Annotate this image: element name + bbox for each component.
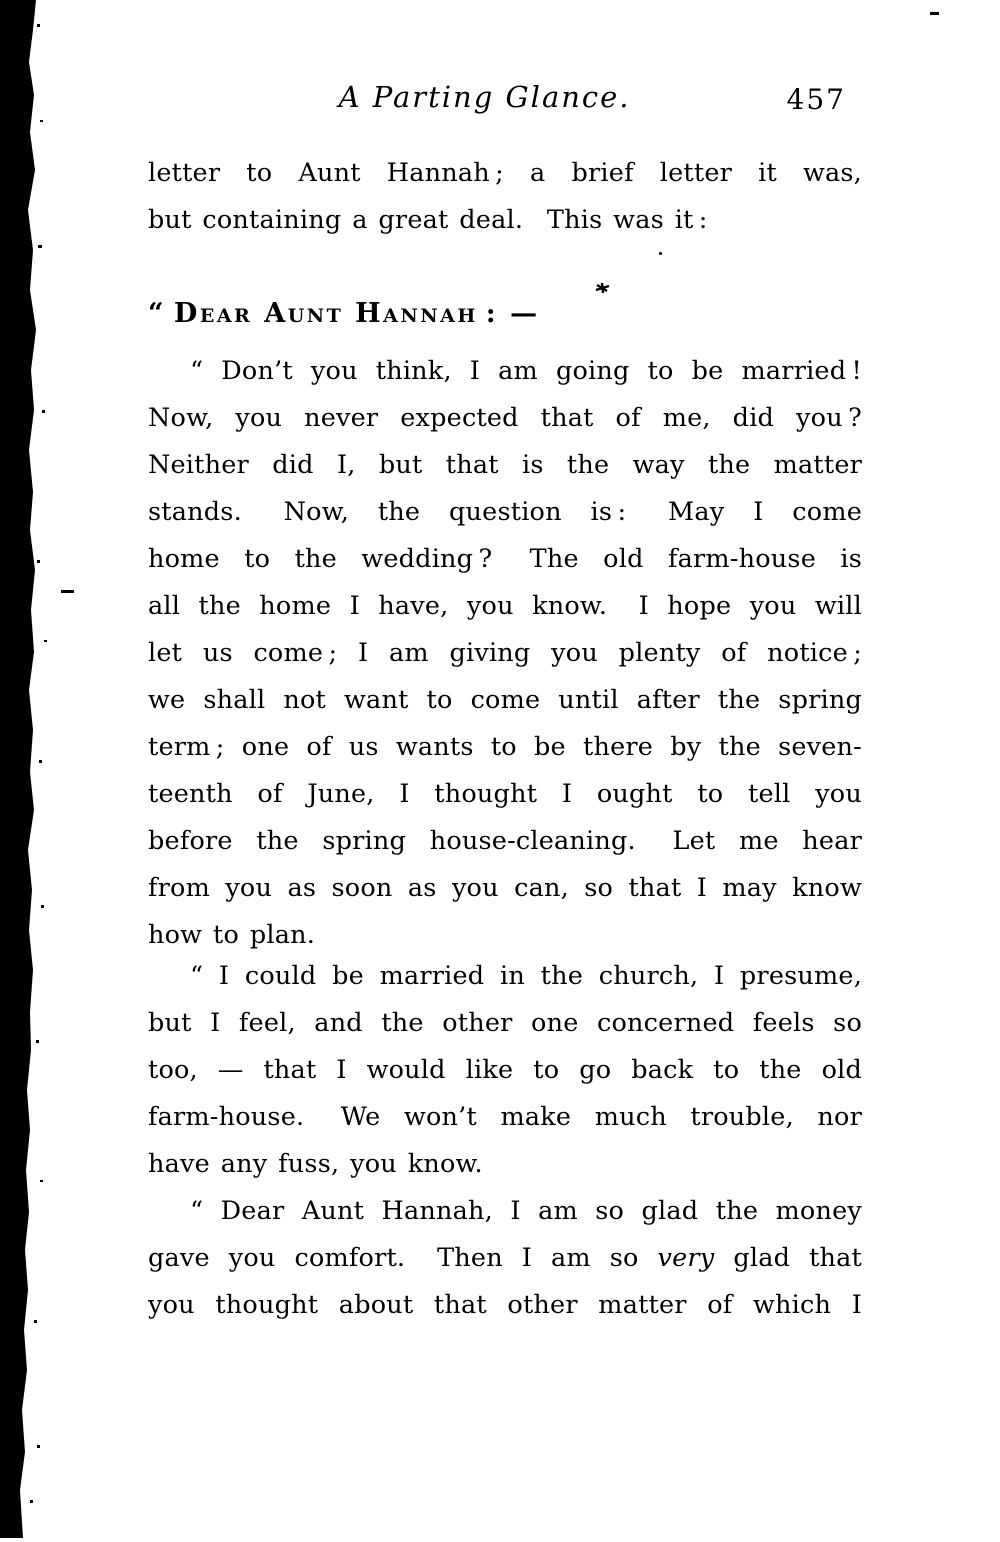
body-line: stands. Now, the question is : May I come <box>148 497 862 527</box>
body-line: Neither did I, but that is the way the matter <box>148 450 862 480</box>
margin-dash-mark <box>61 590 74 593</box>
body-line: before the spring house-cleaning. Let me hear <box>148 826 862 856</box>
intro-paragraph <box>148 150 862 244</box>
letter-paragraph-3 <box>148 1188 862 1329</box>
page-header <box>148 80 862 124</box>
ink-blot-mark <box>594 280 611 299</box>
body-line: but I feel, and the other one concerned feels so <box>148 1008 862 1038</box>
page-number: 457 <box>786 83 846 116</box>
body-line: farm-house. We won’t make much trouble, nor <box>148 1102 862 1132</box>
body-line: all the home I have, you know. I hope you will <box>148 591 862 621</box>
body-line: letter to Aunt Hannah ; a brief letter it was, <box>148 158 862 188</box>
body-line <box>148 1235 862 1282</box>
body-line: teenth of June, I thought I ought to tell you <box>148 779 862 809</box>
body-line: “ I could be married in the church, I presume, <box>190 961 862 991</box>
corner-speck-mark <box>930 12 939 15</box>
letter-paragraph-1 <box>148 348 862 959</box>
letter-salutation: “ Dear Aunt Hannah : — <box>148 298 540 329</box>
body-line: but containing a great deal. This was it : <box>148 205 708 235</box>
scan-binding-edge <box>0 0 60 1538</box>
body-line: term ; one of us wants to be there by the seven- <box>148 732 862 762</box>
body-line: you thought about that other matter of which I <box>148 1290 862 1320</box>
body-line: from you as soon as you can, so that I may know <box>148 873 862 903</box>
body-line: we shall not want to come until after the spring <box>148 685 862 715</box>
body-line: have any fuss, you know. <box>148 1149 483 1179</box>
running-head-title: A Parting Glance. <box>338 80 631 114</box>
emphasized-word: very <box>657 1243 715 1273</box>
body-line: Now, you never expected that of me, did you ? <box>148 403 862 433</box>
body-line-segment: gave you comfort. Then I am so <box>148 1243 658 1273</box>
body-line: how to plan. <box>148 920 316 950</box>
body-line: home to the wedding ? The old farm-house is <box>148 544 862 574</box>
body-line: let us come ; I am giving you plenty of notice ; <box>148 638 862 668</box>
body-line: too, — that I would like to go back to the old <box>148 1055 862 1085</box>
stray-dot-mark <box>659 252 662 255</box>
body-line-segment: glad that <box>714 1243 862 1273</box>
letter-paragraph-2 <box>148 953 862 1188</box>
body-line: “ Don’t you think, I am going to be married ! <box>190 356 862 386</box>
body-line: “ Dear Aunt Hannah, I am so glad the money <box>190 1196 862 1226</box>
